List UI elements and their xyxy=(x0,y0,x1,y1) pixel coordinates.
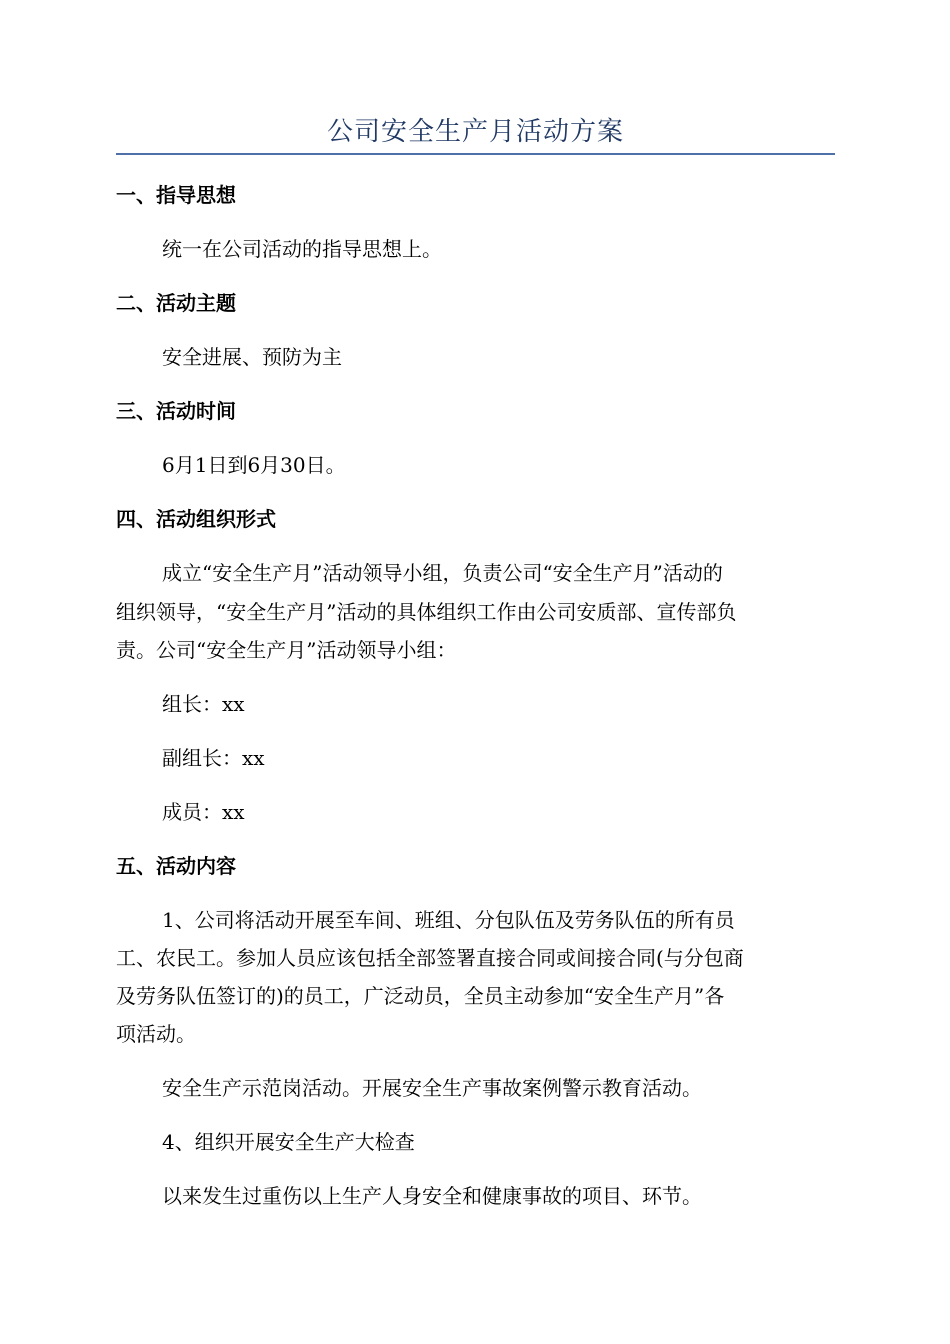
document-title: 公司安全生产月活动方案 xyxy=(326,117,624,147)
section-heading-time: 三、活动时间 xyxy=(116,399,236,423)
paragraph-content-3: 4、组织开展安全生产大检查 xyxy=(162,1130,415,1154)
paragraph-content-1-line-1: 1、公司将活动开展至车间、班组、分包队伍及劳务队伍的所有员 xyxy=(162,908,735,932)
section-heading-theme: 二、活动主题 xyxy=(116,291,236,315)
members-line: 成员：xx xyxy=(162,800,245,824)
leader-line: 组长：xx xyxy=(162,692,245,716)
title-underline xyxy=(116,153,835,155)
paragraph-content-2: 安全生产示范岗活动。开展安全生产事故案例警示教育活动。 xyxy=(162,1076,702,1100)
section-heading-content: 五、活动内容 xyxy=(116,854,236,878)
section-heading-organization: 四、活动组织形式 xyxy=(116,507,276,531)
paragraph-organization-line-2: 组织领导，“安全生产月”活动的具体组织工作由公司安质部、宣传部负 xyxy=(116,600,737,624)
paragraph-theme: 安全进展、预防为主 xyxy=(162,345,342,369)
paragraph-organization-line-1: 成立“安全生产月”活动领导小组，负责公司“安全生产月”活动的 xyxy=(162,561,723,585)
paragraph-guiding-ideology: 统一在公司活动的指导思想上。 xyxy=(162,237,442,261)
paragraph-content-1-line-4: 项活动。 xyxy=(116,1022,196,1046)
paragraph-content-1-line-2: 工、农民工。参加人员应该包括全部签署直接合同或间接合同(与分包商 xyxy=(116,946,744,970)
paragraph-time: 6月1日到6月30日。 xyxy=(162,453,346,477)
deputy-leader-line: 副组长：xx xyxy=(162,746,265,770)
paragraph-organization-line-3: 责。公司“安全生产月”活动领导小组： xyxy=(116,638,457,662)
section-heading-guiding-ideology: 一、指导思想 xyxy=(116,183,236,207)
paragraph-content-1-line-3: 及劳务队伍签订的)的员工，广泛动员，全员主动参加“安全生产月”各 xyxy=(116,984,725,1008)
paragraph-content-4: 以来发生过重伤以上生产人身安全和健康事故的项目、环节。 xyxy=(162,1184,702,1208)
